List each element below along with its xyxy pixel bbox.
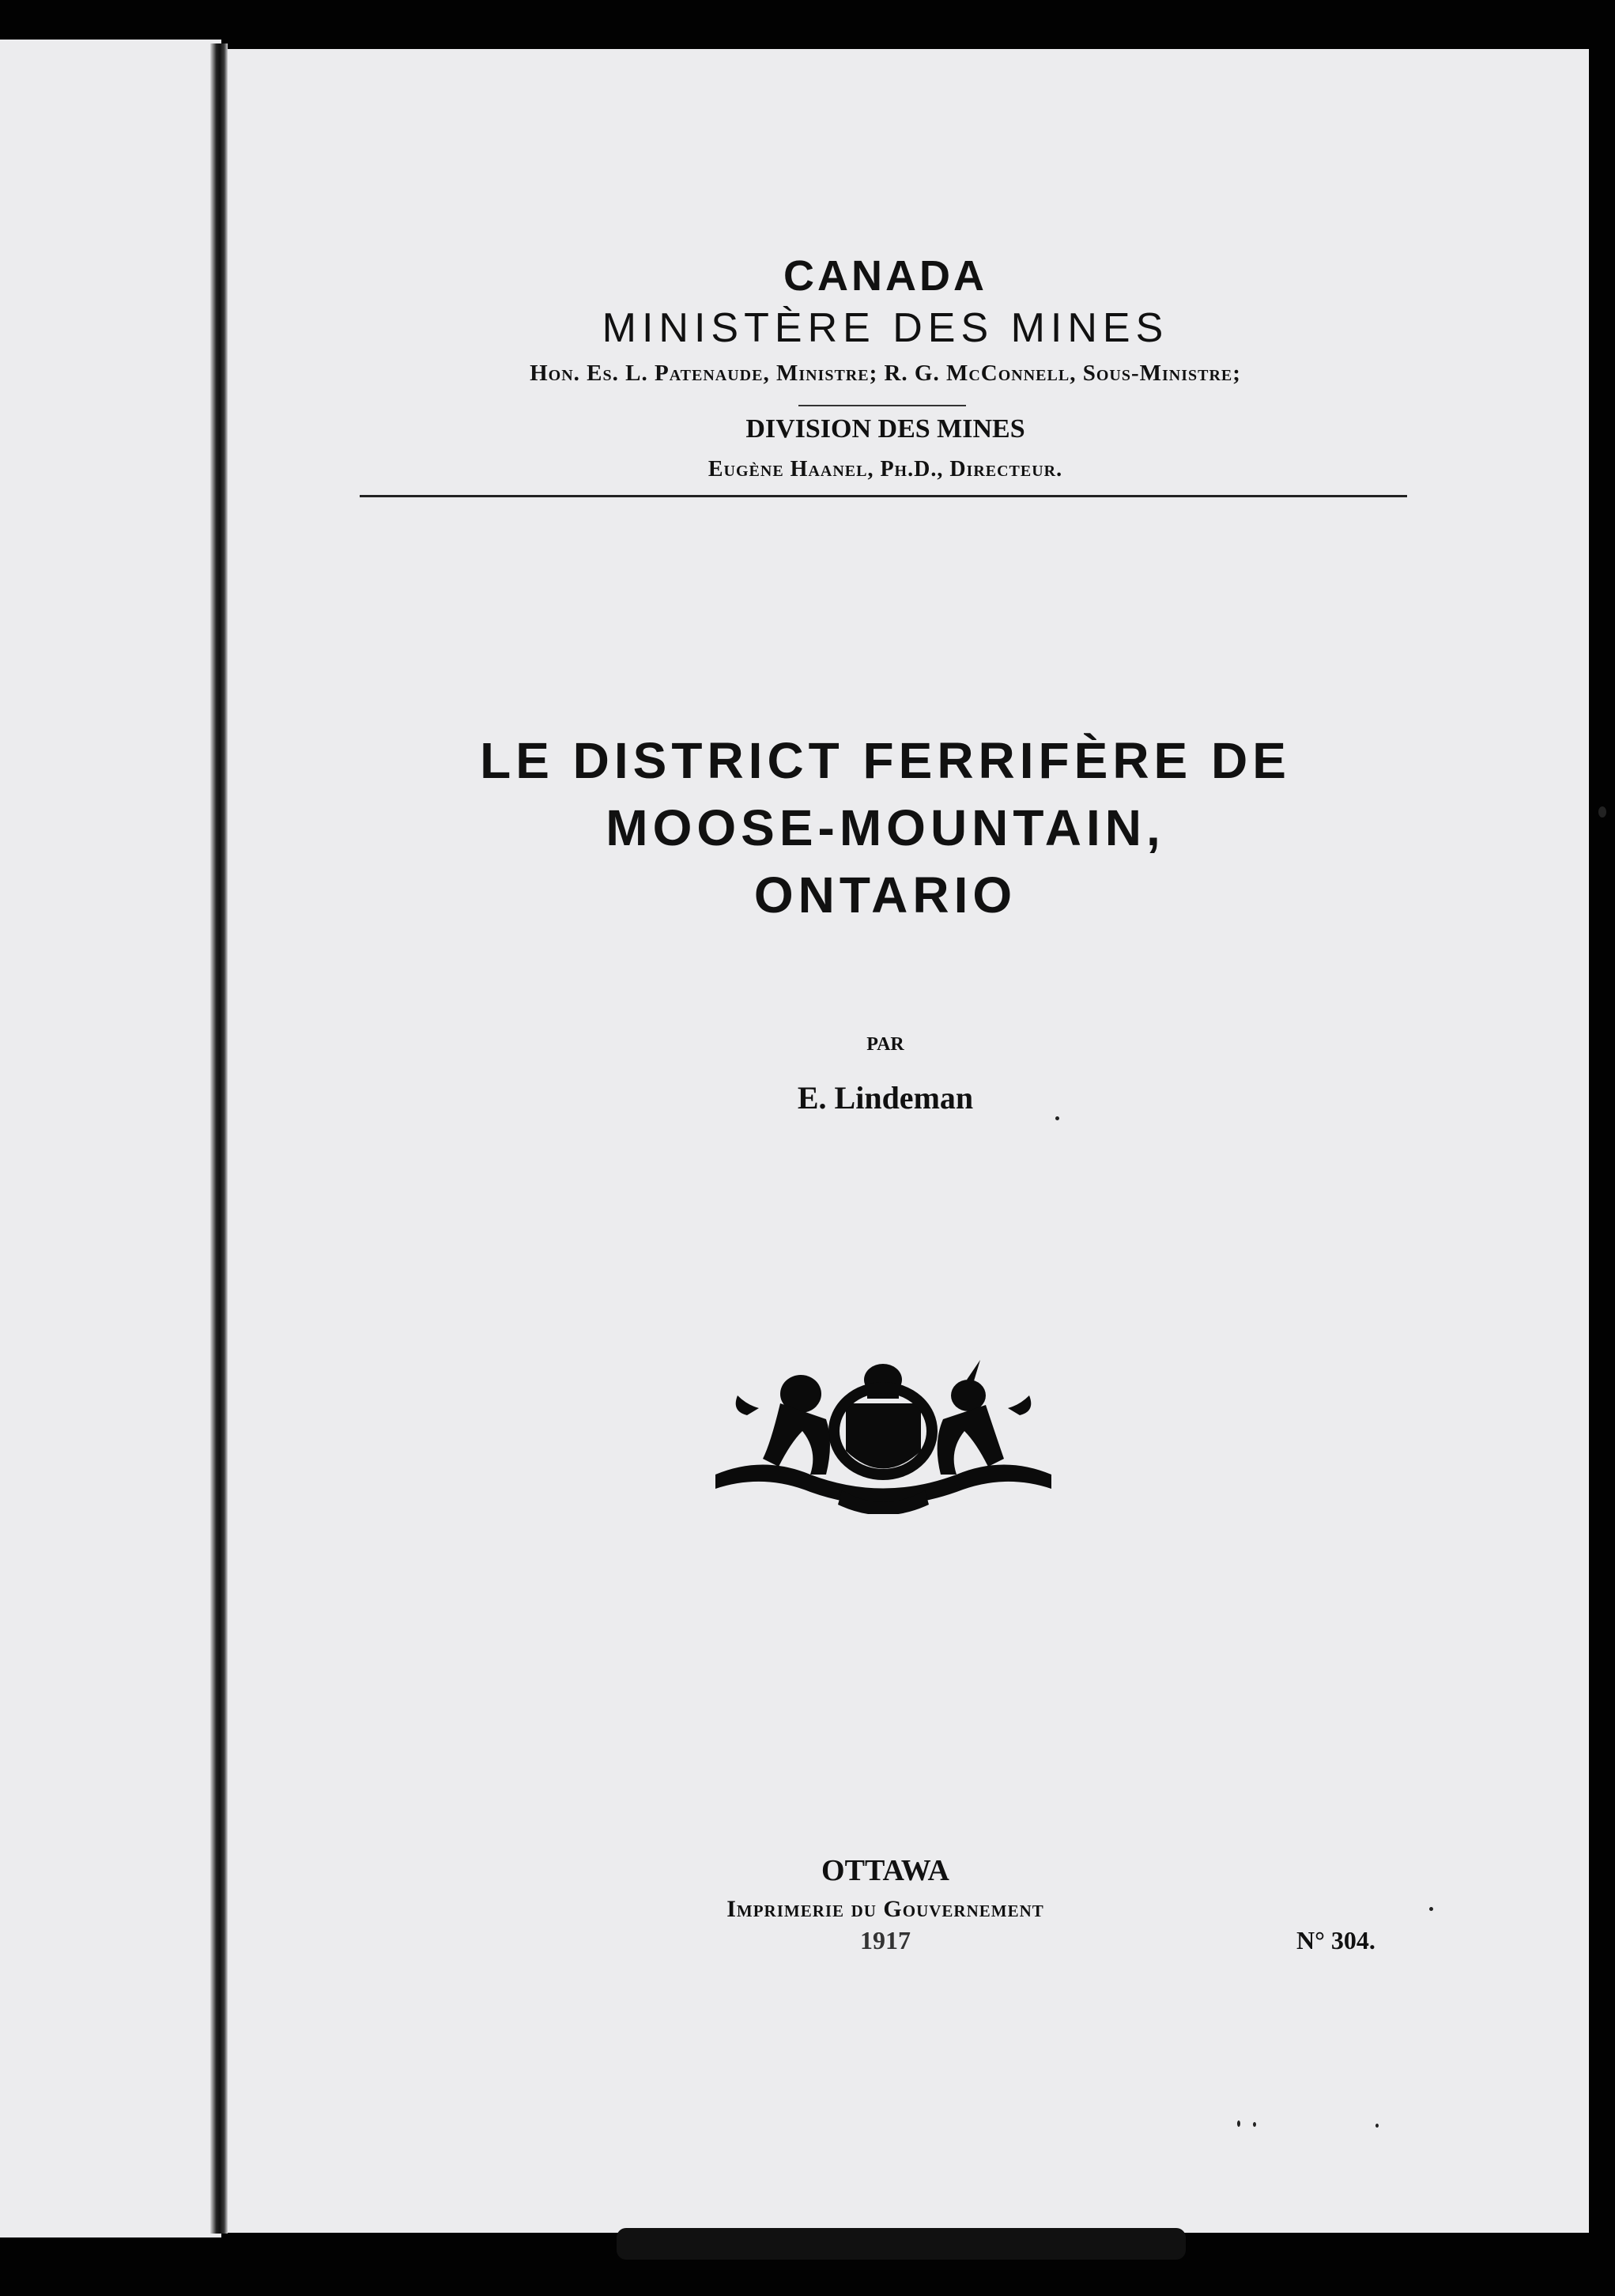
scan-speck	[1375, 2124, 1379, 2128]
scan-speck	[1055, 1116, 1059, 1120]
publication-year: 1917	[860, 1926, 911, 1954]
imprint-city: OTTAWA	[821, 1854, 949, 1887]
header-rule	[360, 495, 1407, 497]
royal-coat-of-arms-icon	[715, 1356, 1051, 1514]
director-line: Eugène Haanel, Ph.D., Directeur.	[708, 457, 1063, 481]
division-heading: DIVISION DES MINES	[745, 414, 1025, 444]
title-line-3: ONTARIO	[753, 867, 1017, 923]
short-divider	[798, 405, 966, 406]
scan-speck	[1429, 1907, 1433, 1911]
scan-speck	[1598, 806, 1606, 818]
ministry-heading: MINISTÈRE DES MINES	[602, 305, 1169, 351]
by-label: PAR	[866, 1034, 904, 1055]
scan-speck	[1237, 2120, 1240, 2127]
author-name: E. Lindeman	[797, 1080, 974, 1116]
officials-line: Hon. Es. L. Patenaude, Ministre; R. G. McConnell, Sous-Ministre;	[530, 361, 1241, 386]
title-line-2: MOOSE-MOUNTAIN,	[606, 799, 1165, 856]
previous-page-edge	[0, 40, 221, 2237]
scan-speck	[1253, 2122, 1256, 2127]
scan-bottom-shadow	[617, 2228, 1186, 2260]
publication-number: N° 304.	[1296, 1926, 1375, 1954]
book-spine	[210, 43, 228, 2234]
title-line-1: LE DISTRICT FERRIFÈRE DE	[480, 732, 1291, 789]
country-heading: CANADA	[783, 252, 987, 300]
printer-line: Imprimerie du Gouvernement	[726, 1896, 1044, 1922]
